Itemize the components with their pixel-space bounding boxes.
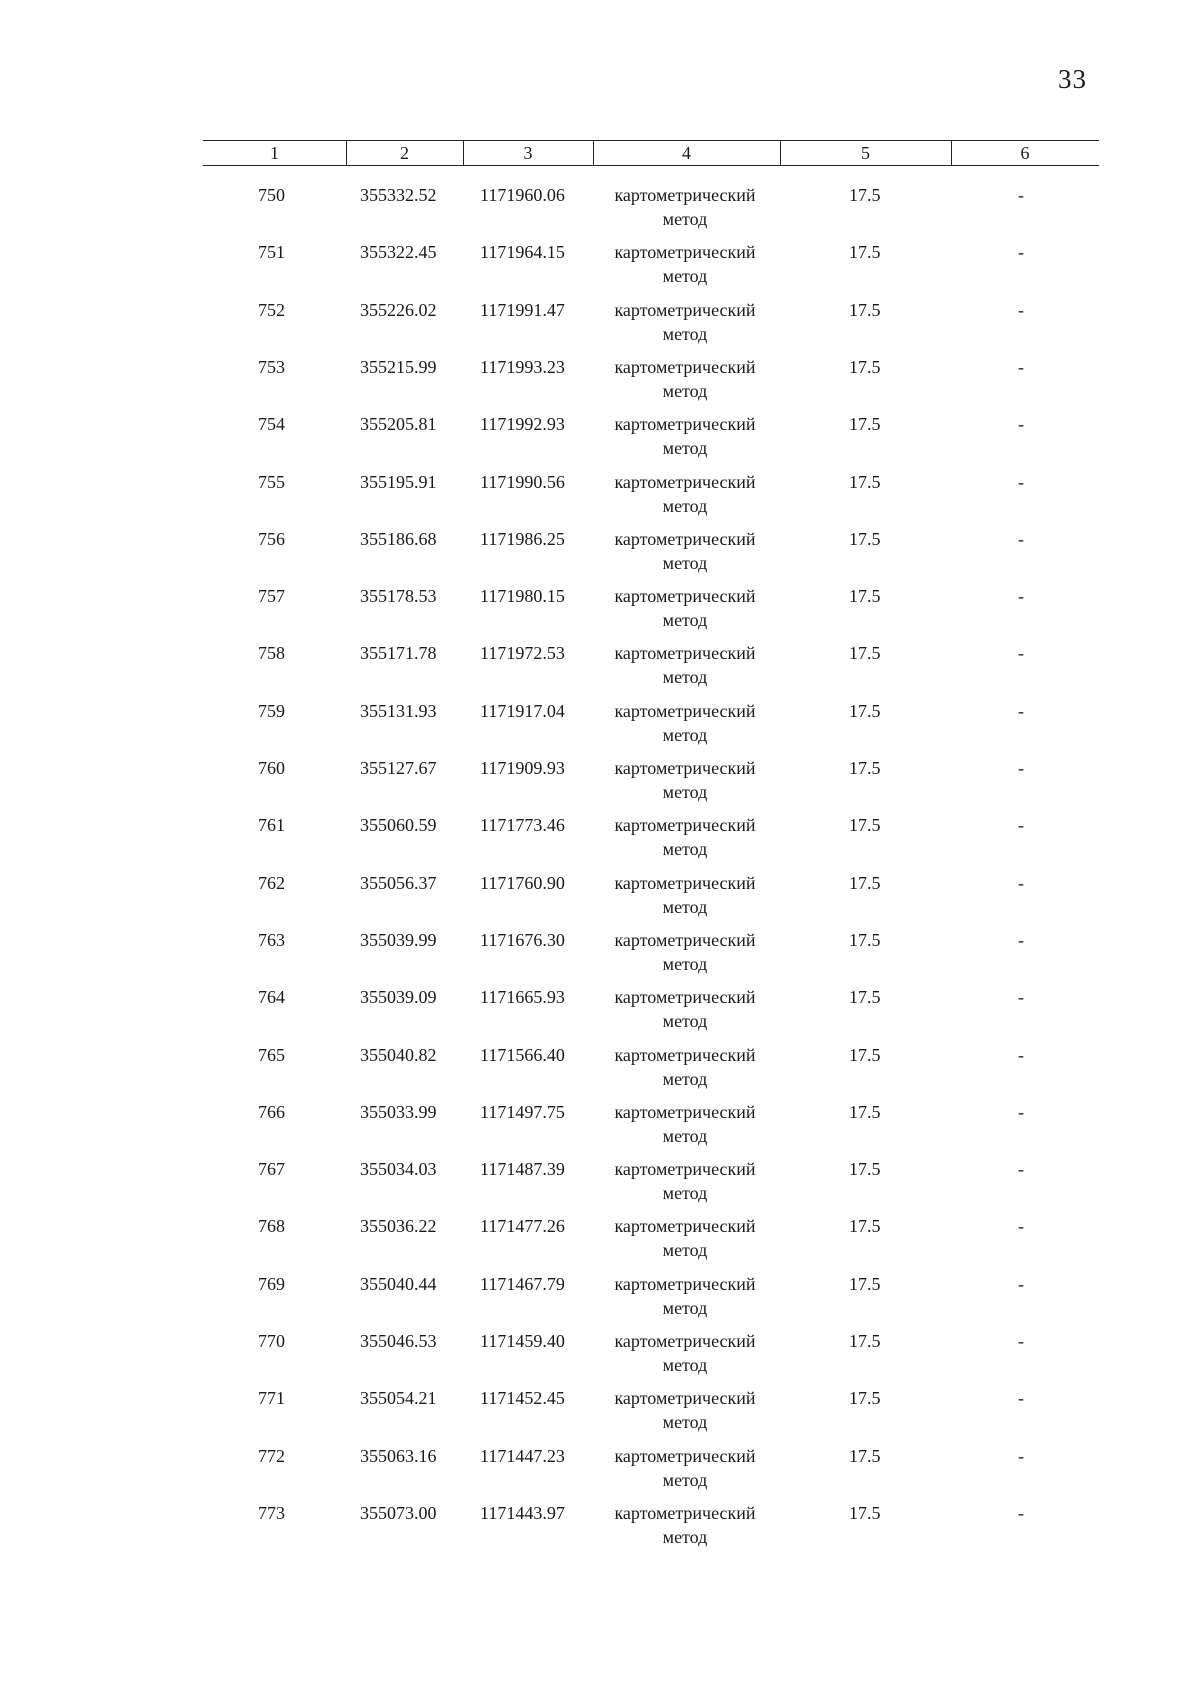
table-row bbox=[0, 1043, 1200, 1093]
table-row bbox=[0, 1501, 1200, 1551]
precision-value: 17.5 bbox=[849, 414, 881, 435]
precision-value: 17.5 bbox=[849, 1044, 881, 1065]
precision-value: 17.5 bbox=[849, 242, 881, 263]
table-row bbox=[0, 641, 1200, 691]
coordinate-y: 1171497.75 bbox=[480, 1101, 565, 1122]
note-value: - bbox=[1018, 758, 1024, 778]
precision-value: 17.5 bbox=[849, 185, 881, 205]
method-line-1: картометрический bbox=[614, 1216, 756, 1237]
method-line-2: метод bbox=[662, 1297, 708, 1318]
method-line-2: метод bbox=[662, 552, 708, 573]
method-cell bbox=[595, 1214, 775, 1262]
method-line-2: метод bbox=[662, 1412, 708, 1433]
point-number: 763 bbox=[258, 929, 285, 950]
method-line-1: картометрический bbox=[614, 815, 756, 836]
method-line-2: метод bbox=[662, 724, 708, 745]
coordinate-y: 1171459.40 bbox=[480, 1331, 565, 1351]
coordinate-x: 355039.99 bbox=[360, 929, 437, 950]
precision-value: 17.5 bbox=[849, 1331, 881, 1351]
table-row bbox=[0, 1272, 1200, 1322]
coordinate-y: 1171980.15 bbox=[480, 586, 565, 607]
header-col-3: 3 bbox=[523, 143, 533, 163]
point-number: 765 bbox=[258, 1044, 285, 1065]
point-number: 758 bbox=[258, 643, 285, 664]
coordinate-y: 1171992.93 bbox=[480, 414, 565, 435]
coordinate-x: 355039.09 bbox=[360, 987, 437, 1008]
note-value: - bbox=[1018, 586, 1024, 607]
note-value: - bbox=[1018, 1101, 1024, 1122]
precision-value: 17.5 bbox=[849, 700, 881, 721]
point-number: 772 bbox=[258, 1445, 285, 1466]
point-number: 761 bbox=[258, 815, 285, 836]
method-line-2: метод bbox=[662, 839, 708, 860]
page-number: 33 bbox=[1058, 64, 1087, 94]
note-value: - bbox=[1018, 643, 1024, 664]
method-line-1: картометрический bbox=[614, 299, 756, 320]
coordinate-y: 1171487.39 bbox=[480, 1159, 565, 1180]
coordinate-x: 355215.99 bbox=[360, 356, 437, 377]
header-col-6: 6 bbox=[1020, 143, 1030, 163]
coordinate-x: 355073.00 bbox=[360, 1502, 437, 1523]
coordinate-x: 355056.37 bbox=[360, 872, 437, 893]
table-row bbox=[0, 584, 1200, 634]
method-cell bbox=[595, 699, 775, 747]
point-number: 773 bbox=[258, 1502, 285, 1523]
point-number: 768 bbox=[258, 1216, 285, 1237]
point-number: 762 bbox=[258, 872, 285, 893]
coordinate-y: 1171990.56 bbox=[480, 471, 565, 492]
coordinate-x: 355063.16 bbox=[360, 1445, 437, 1466]
table-row bbox=[0, 756, 1200, 806]
method-line-2: метод bbox=[662, 209, 708, 229]
coordinate-y: 1171467.79 bbox=[480, 1273, 565, 1294]
precision-value: 17.5 bbox=[849, 1388, 881, 1409]
method-line-2: метод bbox=[662, 896, 708, 917]
precision-value: 17.5 bbox=[849, 299, 881, 320]
precision-value: 17.5 bbox=[849, 987, 881, 1008]
method-line-2: метод bbox=[662, 1125, 708, 1146]
method-line-2: метод bbox=[662, 323, 708, 344]
header-col-5: 5 bbox=[861, 143, 870, 163]
coordinate-x: 355060.59 bbox=[360, 815, 437, 836]
method-line-2: метод bbox=[662, 1469, 708, 1490]
note-value: - bbox=[1018, 987, 1024, 1008]
coordinate-y: 1171676.30 bbox=[480, 929, 565, 950]
method-cell bbox=[595, 240, 775, 288]
coordinate-y: 1171972.53 bbox=[480, 643, 565, 664]
coordinate-x: 355186.68 bbox=[360, 528, 437, 549]
coordinate-x: 355054.21 bbox=[360, 1388, 437, 1409]
method-line-1: картометрический bbox=[614, 1445, 756, 1466]
header-col-1: 1 bbox=[270, 143, 279, 163]
precision-value: 17.5 bbox=[849, 815, 881, 836]
method-line-1: картометрический bbox=[614, 1159, 756, 1180]
method-cell bbox=[595, 1444, 775, 1492]
point-number: 752 bbox=[258, 299, 285, 320]
table-row bbox=[0, 412, 1200, 462]
point-number: 770 bbox=[258, 1331, 285, 1351]
coordinate-y: 1171447.23 bbox=[480, 1445, 565, 1466]
method-cell bbox=[595, 1329, 775, 1377]
coordinate-x: 355034.03 bbox=[360, 1159, 437, 1180]
point-number: 769 bbox=[258, 1273, 285, 1294]
note-value: - bbox=[1018, 1044, 1024, 1065]
coordinate-x: 355332.52 bbox=[360, 185, 437, 205]
method-cell bbox=[595, 1100, 775, 1148]
note-value: - bbox=[1018, 929, 1024, 950]
precision-value: 17.5 bbox=[849, 872, 881, 893]
method-cell bbox=[595, 584, 775, 632]
point-number: 767 bbox=[258, 1159, 285, 1180]
point-number: 755 bbox=[258, 471, 285, 492]
coordinate-y: 1171909.93 bbox=[480, 758, 565, 778]
method-line-2: метод bbox=[662, 1240, 708, 1261]
method-line-1: картометрический bbox=[614, 929, 756, 950]
method-line-1: картометрический bbox=[614, 758, 756, 778]
note-value: - bbox=[1018, 414, 1024, 435]
point-number: 754 bbox=[258, 414, 285, 435]
point-number: 759 bbox=[258, 700, 285, 721]
precision-value: 17.5 bbox=[849, 586, 881, 607]
coordinate-y: 1171760.90 bbox=[480, 872, 565, 893]
method-cell bbox=[595, 527, 775, 575]
method-cell bbox=[595, 928, 775, 976]
note-value: - bbox=[1018, 1445, 1024, 1466]
method-line-1: картометрический bbox=[614, 1101, 756, 1122]
coordinate-y: 1171566.40 bbox=[480, 1044, 565, 1065]
method-cell bbox=[595, 1043, 775, 1091]
header-col-2: 2 bbox=[400, 143, 409, 163]
method-cell bbox=[595, 1272, 775, 1320]
note-value: - bbox=[1018, 1502, 1024, 1523]
table-row bbox=[0, 298, 1200, 348]
note-value: - bbox=[1018, 1216, 1024, 1237]
method-line-1: картометрический bbox=[614, 1388, 756, 1409]
coordinate-y: 1171452.45 bbox=[480, 1388, 565, 1409]
method-line-2: метод bbox=[662, 1068, 708, 1089]
note-value: - bbox=[1018, 242, 1024, 263]
method-line-2: метод bbox=[662, 667, 708, 688]
coordinate-x: 355036.22 bbox=[360, 1216, 437, 1237]
precision-value: 17.5 bbox=[849, 356, 881, 377]
method-cell bbox=[595, 813, 775, 861]
coordinate-y: 1171993.23 bbox=[480, 356, 565, 377]
method-line-2: метод bbox=[662, 380, 708, 401]
method-line-2: метод bbox=[662, 1355, 708, 1375]
table-row bbox=[0, 1214, 1200, 1264]
coordinate-x: 355046.53 bbox=[360, 1331, 437, 1351]
method-line-2: метод bbox=[662, 266, 708, 287]
table-row bbox=[0, 470, 1200, 520]
note-value: - bbox=[1018, 471, 1024, 492]
point-number: 757 bbox=[258, 586, 285, 607]
table-row bbox=[0, 928, 1200, 978]
coordinate-x: 355171.78 bbox=[360, 643, 437, 664]
method-cell bbox=[595, 470, 775, 518]
note-value: - bbox=[1018, 299, 1024, 320]
table-row bbox=[0, 1100, 1200, 1150]
method-cell bbox=[595, 871, 775, 919]
method-line-2: метод bbox=[662, 610, 708, 631]
method-line-2: метод bbox=[662, 782, 708, 802]
coordinate-x: 355226.02 bbox=[360, 299, 437, 320]
precision-value: 17.5 bbox=[849, 528, 881, 549]
coordinate-y: 1171443.97 bbox=[480, 1502, 565, 1523]
point-number: 753 bbox=[258, 356, 285, 377]
method-line-1: картометрический bbox=[614, 700, 756, 721]
point-number: 766 bbox=[258, 1101, 285, 1122]
note-value: - bbox=[1018, 1331, 1024, 1351]
method-line-1: картометрический bbox=[614, 471, 756, 492]
method-cell bbox=[595, 298, 775, 346]
table-row bbox=[0, 985, 1200, 1035]
method-cell bbox=[595, 1386, 775, 1434]
table-row bbox=[0, 1444, 1200, 1494]
method-cell bbox=[595, 1501, 775, 1549]
method-line-2: метод bbox=[662, 953, 708, 974]
point-number: 756 bbox=[258, 528, 285, 549]
table-row bbox=[0, 240, 1200, 290]
coordinate-y: 1171665.93 bbox=[480, 987, 565, 1008]
coordinate-y: 1171991.47 bbox=[480, 299, 565, 320]
coordinate-x: 355033.99 bbox=[360, 1101, 437, 1122]
point-number: 751 bbox=[258, 242, 285, 263]
method-cell bbox=[595, 985, 775, 1033]
precision-value: 17.5 bbox=[849, 758, 881, 778]
table-row bbox=[0, 871, 1200, 921]
coordinate-y: 1171773.46 bbox=[480, 815, 565, 836]
coordinate-x: 355322.45 bbox=[360, 242, 437, 263]
method-line-1: картометрический bbox=[614, 586, 756, 607]
method-cell bbox=[595, 412, 775, 460]
method-cell bbox=[595, 1157, 775, 1205]
table-row bbox=[0, 699, 1200, 749]
method-line-1: картометрический bbox=[614, 643, 756, 664]
note-value: - bbox=[1018, 1273, 1024, 1294]
method-cell bbox=[595, 756, 775, 804]
precision-value: 17.5 bbox=[849, 1101, 881, 1122]
coordinate-y: 1171964.15 bbox=[480, 242, 565, 263]
method-line-1: картометрический bbox=[614, 414, 756, 435]
table-row bbox=[0, 1386, 1200, 1436]
point-number: 771 bbox=[258, 1388, 285, 1409]
method-cell bbox=[595, 355, 775, 403]
note-value: - bbox=[1018, 356, 1024, 377]
point-number: 760 bbox=[258, 758, 285, 778]
point-number: 764 bbox=[258, 987, 285, 1008]
table-row bbox=[0, 1329, 1200, 1379]
precision-value: 17.5 bbox=[849, 1445, 881, 1466]
coordinate-x: 355205.81 bbox=[360, 414, 437, 435]
coordinate-x: 355195.91 bbox=[360, 471, 437, 492]
point-number: 750 bbox=[258, 185, 285, 205]
note-value: - bbox=[1018, 1388, 1024, 1409]
table-row bbox=[0, 527, 1200, 577]
coordinate-x: 355040.44 bbox=[360, 1273, 437, 1294]
precision-value: 17.5 bbox=[849, 643, 881, 664]
coordinate-y: 1171917.04 bbox=[480, 700, 565, 721]
note-value: - bbox=[1018, 872, 1024, 893]
precision-value: 17.5 bbox=[849, 1273, 881, 1294]
precision-value: 17.5 bbox=[849, 1159, 881, 1180]
method-line-1: картометрический bbox=[614, 1273, 756, 1294]
coordinate-x: 355040.82 bbox=[360, 1044, 437, 1065]
coordinate-x: 355127.67 bbox=[360, 758, 437, 778]
precision-value: 17.5 bbox=[849, 471, 881, 492]
note-value: - bbox=[1018, 185, 1024, 205]
precision-value: 17.5 bbox=[849, 929, 881, 950]
method-line-1: картометрический bbox=[614, 528, 756, 549]
note-value: - bbox=[1018, 700, 1024, 721]
coordinate-y: 1171960.06 bbox=[480, 185, 565, 205]
note-value: - bbox=[1018, 528, 1024, 549]
method-cell bbox=[595, 183, 775, 231]
method-line-2: метод bbox=[662, 438, 708, 459]
method-line-1: картометрический bbox=[614, 872, 756, 893]
method-line-1: картометрический bbox=[614, 1331, 756, 1351]
method-cell bbox=[595, 641, 775, 689]
precision-value: 17.5 bbox=[849, 1216, 881, 1237]
method-line-1: картометрический bbox=[614, 1502, 756, 1523]
header-rule-bottom bbox=[203, 165, 1099, 166]
table-row bbox=[0, 355, 1200, 405]
method-line-2: метод bbox=[662, 1011, 708, 1032]
method-line-1: картометрический bbox=[614, 356, 756, 377]
coordinate-x: 355131.93 bbox=[360, 700, 437, 721]
method-line-1: картометрический bbox=[614, 1044, 756, 1065]
coordinate-x: 355178.53 bbox=[360, 586, 437, 607]
method-line-1: картометрический bbox=[614, 185, 756, 205]
coordinate-y: 1171986.25 bbox=[480, 528, 565, 549]
method-line-2: метод bbox=[662, 1526, 708, 1547]
method-line-1: картометрический bbox=[614, 242, 756, 263]
table-row bbox=[0, 1157, 1200, 1207]
table-row bbox=[0, 183, 1200, 233]
coordinate-y: 1171477.26 bbox=[480, 1216, 565, 1237]
header-rule-top bbox=[203, 140, 1099, 141]
method-line-2: метод bbox=[662, 1183, 708, 1204]
note-value: - bbox=[1018, 1159, 1024, 1180]
table-row bbox=[0, 813, 1200, 863]
header-col-4: 4 bbox=[682, 143, 691, 163]
precision-value: 17.5 bbox=[849, 1502, 881, 1523]
method-line-1: картометрический bbox=[614, 987, 756, 1008]
method-line-2: метод bbox=[662, 495, 708, 516]
note-value: - bbox=[1018, 815, 1024, 836]
